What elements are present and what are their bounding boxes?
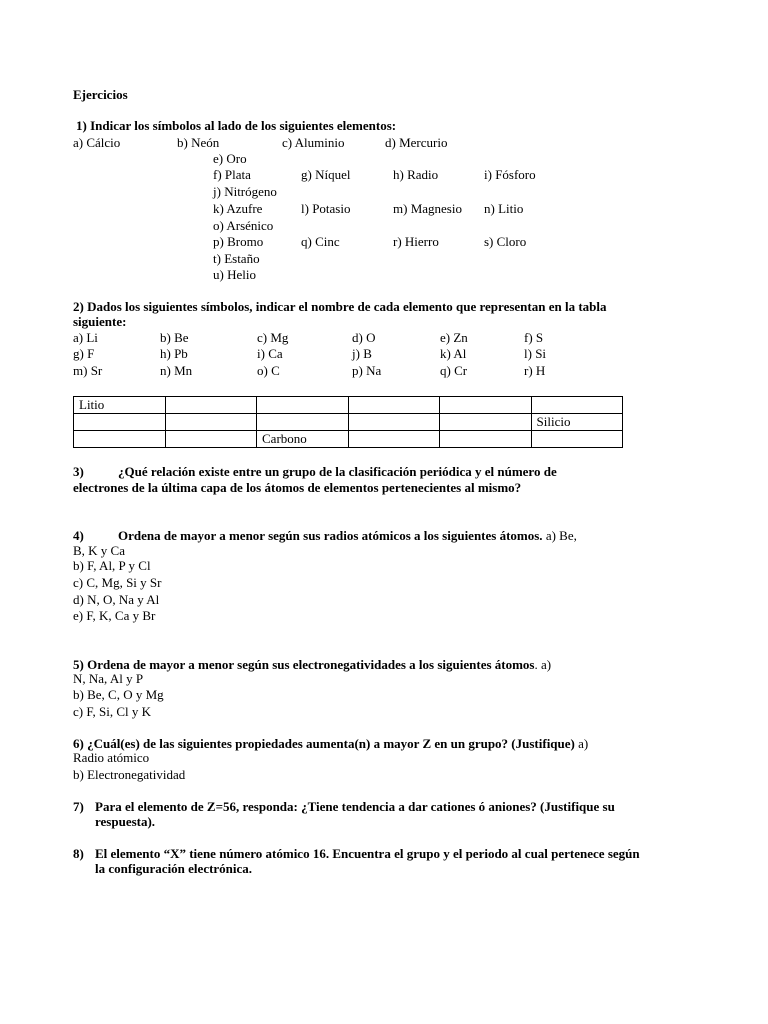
table-row — [74, 431, 623, 448]
q3-text: ¿Qué relación existe entre un grupo de la clasificación periódica y el número de — [118, 464, 557, 479]
q6-option: b) Electronegatividad — [73, 767, 186, 782]
q3-number: 3) — [73, 464, 84, 479]
q1-item: u) Helio — [213, 267, 256, 282]
q7-text: Para el elemento de Z=56, responda: ¿Tiene tendencia a dar cationes ó aniones? (Justifique su — [95, 799, 615, 814]
q1-item: m) Magnesio — [393, 201, 462, 216]
q2-symbol: j) B — [352, 346, 372, 361]
table-cell — [440, 431, 532, 448]
table-cell — [531, 397, 623, 414]
q1-item: g) Níquel — [301, 167, 351, 182]
q1-item: n) Litio — [484, 201, 524, 216]
q4-number: 4) — [73, 528, 84, 543]
q5-heading-tail: . a) — [534, 657, 552, 672]
q1-item: q) Cinc — [301, 234, 340, 249]
q5-option: b) Be, C, O y Mg — [73, 687, 164, 702]
table-cell — [257, 397, 349, 414]
table-cell — [348, 397, 440, 414]
q2-symbol: n) Mn — [160, 363, 193, 378]
table-cell — [257, 414, 349, 431]
q3-text-cont: electrones de la última capa de los átomos de elementos pertenecientes al mismo? — [73, 480, 522, 495]
q2-heading-cont: siguiente: — [73, 314, 127, 329]
q5-heading-line — [73, 657, 551, 673]
q4-option: b) F, Al, P y Cl — [73, 558, 151, 573]
q2-symbol: i) Ca — [257, 346, 283, 361]
table-cell — [440, 414, 532, 431]
q2-heading: 2) Dados los siguientes símbolos, indicar el nombre de cada elemento que representan en la tabla — [73, 299, 607, 314]
q2-symbol: r) H — [524, 363, 546, 378]
table-cell — [165, 397, 257, 414]
q4-option-a: a) Be, — [545, 528, 577, 543]
q2-symbol: e) Zn — [440, 330, 468, 345]
q8-number: 8) — [73, 846, 84, 861]
q4-option: e) F, K, Ca y Br — [73, 608, 156, 623]
q6-heading-line — [73, 736, 588, 752]
q1-item: k) Azufre — [213, 201, 263, 216]
q1-item: b) Neón — [177, 135, 220, 150]
q6-heading-tail: a) — [574, 736, 589, 751]
q1-item: l) Potasio — [301, 201, 351, 216]
table-cell: Litio — [74, 397, 166, 414]
table-cell — [348, 414, 440, 431]
q1-heading: 1) Indicar los símbolos al lado de los siguientes elementos: — [76, 118, 397, 133]
q2-symbol: m) Sr — [73, 363, 103, 378]
table-row — [74, 397, 623, 414]
q1-item: a) Cálcio — [73, 135, 121, 150]
q5-option-a-cont: N, Na, Al y P — [73, 671, 144, 686]
q4-option: c) C, Mg, Si y Sr — [73, 575, 162, 590]
table-cell: Silicio — [531, 414, 623, 431]
q1-item: e) Oro — [213, 151, 247, 166]
table-row — [74, 414, 623, 431]
q7-text-cont: respuesta). — [95, 814, 156, 829]
page-title: Ejercicios — [73, 87, 128, 102]
q1-item: t) Estaño — [213, 251, 260, 266]
q4-heading: Ordena de mayor a menor según sus radios atómicos a los siguientes átomos. — [118, 528, 543, 543]
q2-symbol: p) Na — [352, 363, 382, 378]
q1-item: f) Plata — [213, 167, 251, 182]
q1-item: o) Arsénico — [213, 218, 274, 233]
q4-option-a-cont: B, K y Ca — [73, 543, 125, 558]
q1-item: c) Aluminio — [282, 135, 345, 150]
table-cell — [74, 431, 166, 448]
table-cell — [165, 431, 257, 448]
q5-heading: 5) Ordena de mayor a menor según sus electronegatividades a los siguientes átomos — [73, 657, 535, 672]
q2-symbol: d) O — [352, 330, 376, 345]
q2-symbol: c) Mg — [257, 330, 289, 345]
answer-table — [73, 396, 623, 448]
q8-text: El elemento “X” tiene número atómico 16. Encuentra el grupo y el periodo al cual pertenece según — [95, 846, 640, 861]
q2-symbol: b) Be — [160, 330, 189, 345]
q2-symbol: l) Si — [524, 346, 547, 361]
q6-heading: 6) ¿Cuál(es) de las siguientes propiedades aumenta(n) a mayor Z en un grupo? (Justifique) — [73, 736, 575, 751]
q1-item: j) Nitrógeno — [213, 184, 277, 199]
q8-text-cont: la configuración electrónica. — [95, 861, 253, 876]
q1-item: s) Cloro — [484, 234, 527, 249]
q2-symbol: q) Cr — [440, 363, 468, 378]
q1-item: d) Mercurio — [385, 135, 448, 150]
q2-symbol: k) Al — [440, 346, 467, 361]
table-cell — [165, 414, 257, 431]
q2-symbol: g) F — [73, 346, 95, 361]
q7-number: 7) — [73, 799, 84, 814]
table-cell: Carbono — [257, 431, 349, 448]
q4-option: d) N, O, Na y Al — [73, 592, 160, 607]
q6-option-a-cont: Radio atómico — [73, 750, 150, 765]
table-cell — [531, 431, 623, 448]
q2-symbol: o) C — [257, 363, 280, 378]
q1-item: p) Bromo — [213, 234, 264, 249]
table-cell — [440, 397, 532, 414]
table-cell — [348, 431, 440, 448]
q2-symbol: a) Li — [73, 330, 98, 345]
q2-symbol: f) S — [524, 330, 544, 345]
q1-item: r) Hierro — [393, 234, 439, 249]
q4-heading-line — [118, 528, 577, 544]
q1-item: i) Fósforo — [484, 167, 536, 182]
q2-symbol: h) Pb — [160, 346, 188, 361]
q1-item: h) Radio — [393, 167, 439, 182]
q5-option: c) F, Si, Cl y K — [73, 704, 152, 719]
table-cell — [74, 414, 166, 431]
